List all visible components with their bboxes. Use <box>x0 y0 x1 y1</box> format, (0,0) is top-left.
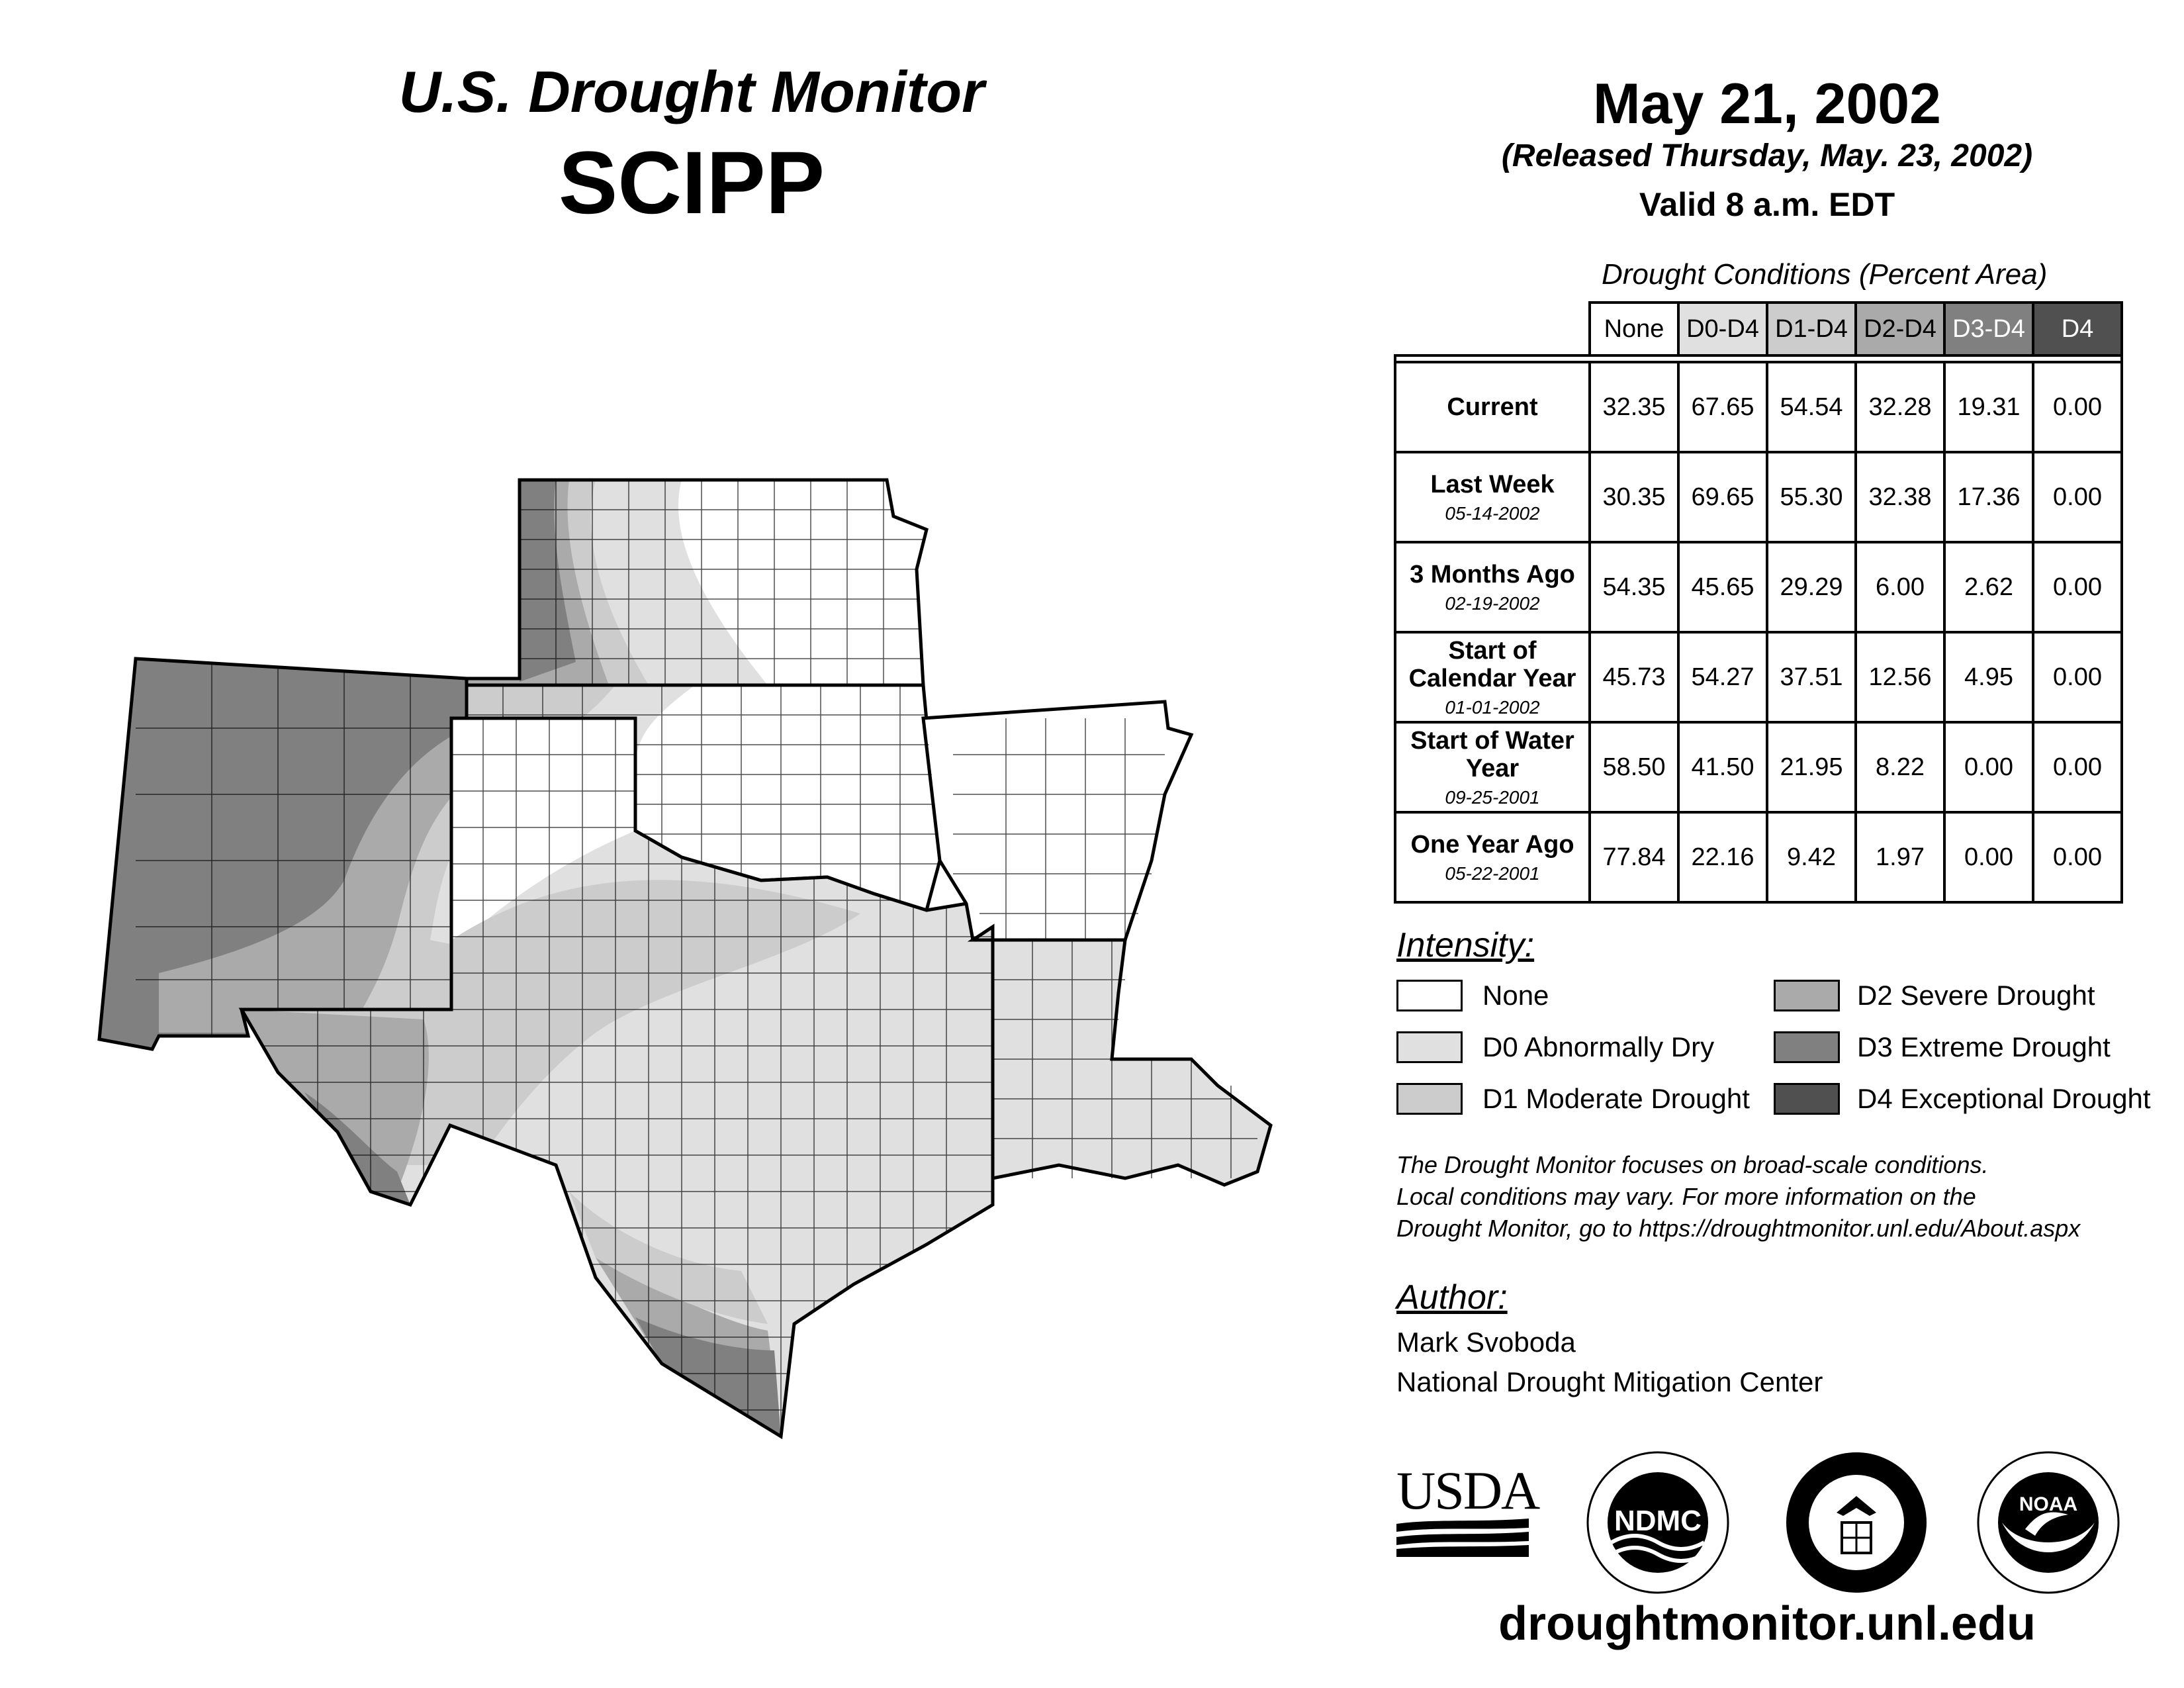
table-cell: 0.00 <box>1944 722 2033 812</box>
row-date: 02-19-2002 <box>1445 593 1540 614</box>
author-title: Author: <box>1396 1278 1508 1317</box>
col-header-d0-d4: D0-D4 <box>1678 303 1767 355</box>
row-label-text: One Year Ago <box>1410 831 1574 859</box>
row-label-text: Start of Water Year <box>1410 727 1574 782</box>
row-label-text: Last Week <box>1430 471 1555 498</box>
note-line-2: Local conditions may vary. For more information on the <box>1396 1183 1976 1210</box>
legend-swatch-d4 <box>1774 1083 1840 1115</box>
state-louisiana <box>973 927 1271 1185</box>
drought-conditions-table <box>1394 301 2123 904</box>
table-row <box>1395 362 2122 452</box>
legend-label-d1: D1 Moderate Drought <box>1482 1083 1750 1114</box>
ndmc-logo-text: NDMC <box>1614 1505 1702 1537</box>
ndmc-logo <box>1585 1450 1731 1595</box>
valid-date: May 21, 2002 <box>1593 72 1941 136</box>
table-row <box>1395 632 2122 722</box>
col-header-none: None <box>1590 303 1678 355</box>
table-cell: 55.30 <box>1767 452 1856 542</box>
row-date: 05-22-2001 <box>1445 863 1540 884</box>
table-cell: 21.95 <box>1767 722 1856 812</box>
table-cell: 0.00 <box>2033 722 2122 812</box>
legend-swatch-d2 <box>1774 980 1840 1011</box>
table-cell: 45.65 <box>1678 542 1767 632</box>
table-cell: 54.35 <box>1590 542 1678 632</box>
row-label <box>1395 812 1590 902</box>
row-date: 05-14-2002 <box>1445 503 1540 524</box>
table-cell: 17.36 <box>1944 452 2033 542</box>
legend-label-d0: D0 Abnormally Dry <box>1482 1031 1715 1062</box>
release-date: (Released Thursday, May. 23, 2002) <box>1501 138 2033 173</box>
legend-label-d4: D4 Exceptional Drought <box>1857 1083 2151 1114</box>
table-caption: Drought Conditions (Percent Area) <box>1602 258 2048 291</box>
legend-swatch-d0 <box>1396 1031 1463 1063</box>
table-cell: 32.38 <box>1856 452 1944 542</box>
table-cell: 54.27 <box>1678 632 1767 722</box>
table-cell: 8.22 <box>1856 722 1944 812</box>
table-cell: 0.00 <box>2033 812 2122 902</box>
table-row <box>1395 812 2122 902</box>
table-cell: 0.00 <box>2033 362 2122 452</box>
table-cell: 0.00 <box>2033 542 2122 632</box>
table-cell: 2.62 <box>1944 542 2033 632</box>
legend-swatch-none <box>1396 980 1463 1011</box>
state-kansas <box>467 480 927 685</box>
row-label <box>1395 452 1590 542</box>
author-name: Mark Svoboda <box>1396 1327 1576 1358</box>
row-label <box>1395 722 1590 812</box>
row-label-text: 3 Months Ago <box>1410 561 1575 588</box>
table-cell: 69.65 <box>1678 452 1767 542</box>
table-cell: 6.00 <box>1856 542 1944 632</box>
table-cell: 1.97 <box>1856 812 1944 902</box>
commerce-seal <box>1784 1450 1929 1595</box>
row-label <box>1395 362 1590 452</box>
table-cell: 19.31 <box>1944 362 2033 452</box>
table-cell: 22.16 <box>1678 812 1767 902</box>
table-cell: 0.00 <box>2033 452 2122 542</box>
table-cell: 58.50 <box>1590 722 1678 812</box>
table-header-row <box>1395 303 2122 355</box>
map-title: U.S. Drought Monitor <box>398 59 985 124</box>
row-label-text: Current <box>1447 393 1538 421</box>
legend-swatch-d3 <box>1774 1031 1840 1063</box>
table-cell: 32.28 <box>1856 362 1944 452</box>
col-header-d4: D4 <box>2033 303 2122 355</box>
valid-time: Valid 8 a.m. EDT <box>1639 186 1895 223</box>
row-date: 09-25-2001 <box>1445 787 1540 808</box>
table-cell: 54.54 <box>1767 362 1856 452</box>
table-cell: 30.35 <box>1590 452 1678 542</box>
usda-logo-hills <box>1396 1519 1529 1558</box>
table-cell: 4.95 <box>1944 632 2033 722</box>
table-cell: 77.84 <box>1590 812 1678 902</box>
usda-logo-text: USDA <box>1396 1460 1539 1521</box>
author-org: National Drought Mitigation Center <box>1396 1366 1823 1397</box>
disclaimer-note <box>1396 1149 2177 1244</box>
table-cell: 37.51 <box>1767 632 1856 722</box>
table-cell: 29.29 <box>1767 542 1856 632</box>
table-row <box>1395 722 2122 812</box>
row-label <box>1395 542 1590 632</box>
legend-label-none: None <box>1482 980 1549 1011</box>
table-cell: 9.42 <box>1767 812 1856 902</box>
row-date: 01-01-2002 <box>1445 697 1540 718</box>
table-cell: 0.00 <box>2033 632 2122 722</box>
legend-title: Intensity: <box>1396 926 1535 964</box>
drought-map <box>86 463 1310 1456</box>
legend-swatch-d1 <box>1396 1083 1463 1115</box>
table-row <box>1395 452 2122 542</box>
footer-url[interactable]: droughtmonitor.unl.edu <box>1498 1597 2036 1650</box>
row-label-text: Start of Calendar Year <box>1408 637 1576 692</box>
legend-label-d3: D3 Extreme Drought <box>1857 1031 2111 1062</box>
noaa-logo-text: NOAA <box>2019 1493 2078 1515</box>
table-corner <box>1395 303 1590 355</box>
table-cell: 0.00 <box>1944 812 2033 902</box>
usda-logo <box>1396 1460 1539 1562</box>
row-label <box>1395 632 1590 722</box>
note-line-1: The Drought Monitor focuses on broad-scale conditions. <box>1396 1151 1989 1178</box>
table-cell: 41.50 <box>1678 722 1767 812</box>
col-header-d3-d4: D3-D4 <box>1944 303 2033 355</box>
state-new-mexico <box>99 659 467 1049</box>
table-row <box>1395 542 2122 632</box>
col-header-d1-d4: D1-D4 <box>1767 303 1856 355</box>
table-cell: 32.35 <box>1590 362 1678 452</box>
table-cell: 67.65 <box>1678 362 1767 452</box>
note-line-3: Drought Monitor, go to https://droughtmonitor.unl.edu/About.aspx <box>1396 1215 2081 1242</box>
noaa-logo <box>1976 1450 2121 1595</box>
region-name: SCIPP <box>558 134 825 232</box>
col-header-d2-d4: D2-D4 <box>1856 303 1944 355</box>
table-cell: 45.73 <box>1590 632 1678 722</box>
legend-label-d2: D2 Severe Drought <box>1857 980 2095 1011</box>
table-cell: 12.56 <box>1856 632 1944 722</box>
